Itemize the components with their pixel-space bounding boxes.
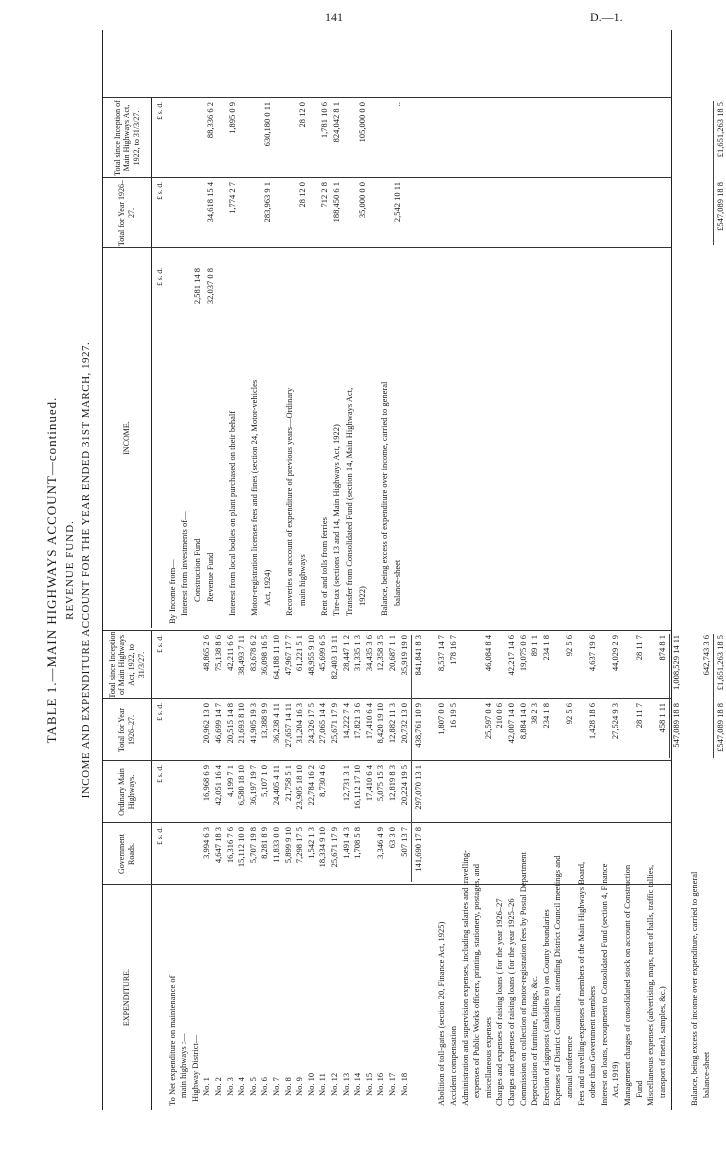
cell-since: 1,781 10 6 — [318, 102, 329, 139]
cell-ord: 17,410 6 4 — [363, 765, 374, 802]
row-label: Depreciation of furniture, fittings, &c. — [529, 975, 540, 1106]
table-row — [576, 630, 587, 1110]
cell-year: 21,693 8 10 — [236, 703, 247, 744]
cell-since: 92 5 6 — [564, 635, 574, 657]
table-row — [379, 98, 390, 628]
cell-year: 28 11 7 — [633, 703, 644, 729]
cell-year: 25,671 17 9 — [329, 703, 339, 744]
table-row — [610, 630, 621, 1110]
cell-year: 27,524 9 3 — [610, 703, 621, 740]
cell-ord: 36,197 19 7 — [247, 765, 258, 806]
cell-year: 31,204 16 3 — [294, 703, 305, 744]
cell-ord: 5,075 15 3 — [375, 765, 386, 802]
cell-ord: 22,784 16 2 — [305, 765, 316, 806]
table-row — [364, 630, 375, 1110]
cell-year: 283,963 9 1 — [261, 182, 272, 223]
cell-gov: 507 13 7 — [398, 827, 409, 857]
table-row — [599, 630, 610, 1110]
row-label: Fund — [633, 1080, 644, 1098]
cell-year: 92 5 6 — [564, 703, 574, 725]
subtotal-rule — [411, 635, 412, 882]
table-row — [167, 630, 178, 1110]
row-label: Highway District— — [189, 1034, 200, 1102]
units-label: £ s. d. — [155, 703, 164, 721]
row-label: Transfer from Consolidated Fund (section 14, Main Highways Act, — [344, 387, 355, 616]
cell-gov: 1,708 5 8 — [352, 827, 363, 859]
cell-since: 46,084 8 4 — [482, 635, 493, 672]
table-row — [375, 630, 386, 1110]
table-row — [715, 630, 726, 1110]
cell-since: 44,029 2 9 — [610, 635, 621, 672]
row-label: Miscellaneous expenses (advertising, maps, rent of halls, traffic tallies, — [645, 864, 656, 1106]
row-label: Act, 1919) — [610, 1061, 621, 1098]
table-row — [167, 98, 178, 628]
document-reference: D.—1. — [590, 10, 623, 24]
table-row — [541, 630, 552, 1110]
grand-rule — [713, 634, 714, 758]
cell-ord: 16,968 6 9 — [201, 765, 212, 802]
table-row — [622, 630, 633, 1110]
rotated-table-page — [40, 30, 726, 1110]
cell-year: 14,222 7 4 — [340, 703, 351, 740]
cell-since: 47,967 17 7 — [282, 635, 293, 676]
table-row — [248, 630, 259, 1110]
cell-since: 630,180 0 11 — [261, 102, 272, 147]
table-row — [671, 630, 682, 1110]
cell-since: 88,336 6 2 — [204, 102, 215, 139]
table-row — [657, 630, 668, 1110]
row-label: Charges and expenses of raising loans ( for the year 1925–26 — [506, 898, 516, 1106]
row-label: balance-sheet — [391, 559, 402, 606]
cell-ord: 16,112 17 10 — [352, 765, 363, 810]
cell-since: 31,335 1 3 — [352, 635, 363, 672]
table-row — [213, 630, 224, 1110]
cell-year: 20,962 13 0 — [201, 703, 212, 744]
table-row — [344, 98, 355, 628]
table-row — [284, 98, 295, 628]
account-table — [102, 30, 726, 1110]
cell-since: 12,358 3 5 — [375, 635, 386, 672]
table-row — [564, 630, 575, 1110]
cell-year: 1,428 18 6 — [587, 703, 598, 740]
row-label: main highways — [296, 554, 307, 606]
cell-since: 20,687 1 1 — [387, 635, 397, 672]
cell-since: 28 11 7 — [633, 635, 644, 661]
account-title: INCOME AND EXPENDITURE ACCOUNT FOR THE YEAR ENDED 31ST MARCH, 1927. — [80, 341, 92, 799]
cell-since: 824,042 8 1 — [331, 102, 342, 143]
table-row — [701, 630, 712, 1110]
cell-year: 35,000 0 0 — [356, 182, 367, 219]
units-label: £ s. d. — [155, 268, 164, 286]
table-row — [387, 630, 398, 1110]
cell-year: 17,410 6 4 — [363, 703, 374, 740]
cell-since: 83,678 6 2 — [247, 635, 258, 672]
row-label: Interest on loans, recoupment to Consolidated Fund (section 4, Finance — [598, 863, 609, 1106]
cell-year: 438,761 10 9 — [413, 703, 424, 748]
row-label: No. 3 — [224, 1077, 235, 1096]
row-label: Recoveries on account of expenditure of previous years—Ordinary — [283, 387, 294, 616]
cell-year: 234 1 8 — [540, 703, 551, 729]
table-row — [331, 98, 342, 628]
income-header: INCOME. — [103, 248, 152, 628]
row-label: No. 5 — [247, 1077, 258, 1096]
cell-gov: 7,298 17 5 — [294, 827, 305, 864]
row-label: No. 4 — [236, 1077, 247, 1096]
cell-year: 13,388 9 9 — [259, 703, 270, 740]
row-label: Accident compensation — [448, 1025, 458, 1106]
row-label: No. 10 — [305, 1072, 316, 1096]
table-title: TABLE 1.—MAIN HIGHWAYS ACCOUNT—continued. — [44, 396, 59, 744]
table-row — [413, 630, 424, 1110]
cell-gov: 3,994 6 3 — [201, 827, 212, 859]
cell-year: 1,774 2 7 — [226, 182, 237, 214]
cell-ord: 4,199 7 1 — [224, 765, 235, 797]
cell-gov: 1,491 4 3 — [340, 827, 351, 859]
table-row — [271, 630, 282, 1110]
cell-gov: 63 3 0 — [387, 827, 397, 849]
income-section — [103, 30, 726, 628]
row-label: expenses of Public Works officers, printing, stationery, postages, and — [471, 863, 482, 1098]
units-label: £ s. d. — [155, 635, 164, 653]
cell-year: 36,238 4 11 — [271, 703, 281, 744]
cell-year: 20,732 13 0 — [398, 703, 409, 744]
table-row — [392, 98, 403, 628]
cell-gov: 5,707 19 8 — [247, 827, 258, 864]
cell-year: 46,699 14 7 — [213, 703, 223, 744]
row-label: No. 9 — [294, 1077, 305, 1096]
cell-year: 27,065 14 4 — [317, 703, 328, 744]
row-label: Erection of signposts (subsidies to) on County boundaries — [540, 909, 551, 1106]
cell-ord: 12,819 8 3 — [387, 765, 397, 802]
cell-since: 8,537 14 7 — [436, 635, 447, 672]
cell-since: 34,435 3 6 — [363, 635, 374, 672]
cell-gov: 8,281 8 9 — [259, 827, 270, 859]
cell-year: 210 0 6 — [494, 703, 505, 729]
row-label: Interest from investments of— — [179, 511, 190, 616]
cell-since: 38,493 7 11 — [236, 635, 247, 676]
table-row — [201, 630, 212, 1110]
cell-year: 38 2 3 — [529, 703, 540, 725]
cell-since: 28,447 1 2 — [340, 635, 351, 672]
cell-since: 42,211 6 6 — [224, 635, 235, 671]
cell-since: 35,919 19 0 — [398, 635, 409, 676]
table-row — [552, 630, 563, 1110]
ordinary-header: Ordinary Main Highways. — [103, 761, 152, 823]
row-label: Expenses of District Councillors, attending District Council meetings and — [552, 855, 563, 1106]
cell-year: 42,007 14 0 — [506, 703, 516, 744]
cell-ord: 42,051 16 4 — [213, 765, 223, 806]
fund-title: REVENUE FUND. — [64, 520, 76, 620]
row-label: Administration and supervision expenses, including salaries and travelling- — [459, 850, 470, 1106]
cell-since: 841,841 8 3 — [413, 635, 424, 676]
cell-since: £1,651,263 18 5 — [715, 102, 726, 158]
table-row — [341, 630, 352, 1110]
table-row — [448, 630, 459, 1110]
row-label: miscellaneous expenses — [482, 1017, 493, 1098]
cell-year: 34,618 15 4 — [204, 182, 215, 223]
cell-since: 105,000 0 0 — [356, 102, 367, 143]
cell-year: 458 1 11 — [656, 703, 667, 733]
cell-ord: 6,580 18 10 — [236, 765, 247, 806]
row-label: Motor-registration licenses fees and fines (section 24, Motor-vehicles — [248, 379, 259, 616]
cell-since: 89 1 1 — [529, 635, 540, 657]
row-label: No. 1 — [201, 1077, 212, 1096]
cell-ord: 8,730 4 6 — [317, 765, 328, 797]
expenditure-header: EXPENDITURE. — [103, 885, 152, 1110]
table-row — [329, 630, 340, 1110]
cell-ord: 24,405 4 11 — [271, 765, 281, 806]
cell-since: 42,217 14 6 — [506, 635, 516, 676]
table-row — [634, 630, 645, 1110]
grand-rule — [713, 101, 714, 245]
row-label: No. 12 — [329, 1072, 339, 1096]
cell-year: £547,089 18 8 — [715, 182, 726, 231]
table-row — [357, 98, 368, 628]
cell-year: 20,515 14 8 — [224, 703, 235, 744]
row-label: main highways :— — [178, 1033, 189, 1098]
cell-since: 48,955 9 10 — [305, 635, 316, 676]
cell-since: 48,865 2 6 — [201, 635, 212, 672]
table-row — [294, 630, 305, 1110]
cell-since: £1,651,263 18 5 — [715, 635, 726, 691]
cell-gov: 15,112 10 0 — [236, 827, 247, 868]
row-label: No. 11 — [317, 1073, 328, 1096]
row-label: Abolition of toll-gates (section 20, Finance Act, 1925) — [436, 921, 447, 1106]
cell-since: 64,188 11 10 — [271, 635, 281, 680]
cell-year: 25,597 0 4 — [482, 703, 493, 740]
table-row — [319, 98, 330, 628]
table-row — [297, 98, 308, 628]
cell-gov: 1,542 1 3 — [305, 827, 316, 859]
cell-ord: 297,070 13 1 — [413, 765, 424, 810]
row-label: Commission on collection of motor-registration fees by Postal Department — [517, 852, 528, 1106]
cell-year: 27,657 14 11 — [282, 703, 293, 748]
row-label: Fees and travelling-expenses of members of the Main Highways Board, — [575, 861, 586, 1106]
row-label: Revenue Fund — [204, 552, 215, 602]
table-row — [190, 630, 201, 1110]
table-row — [506, 630, 517, 1110]
cell-since: 82,403 13 11 — [329, 635, 339, 680]
cell-since: 36,098 16 5 — [259, 635, 270, 676]
row-label: No. 16 — [375, 1072, 386, 1096]
units-label: £ s. d. — [155, 182, 164, 200]
table-row — [178, 630, 189, 1110]
cell-gov: 141,690 17 8 — [413, 827, 424, 872]
row-label: No. 6 — [259, 1077, 270, 1096]
row-label: Rent of and tolls from ferries — [318, 517, 329, 616]
table-row — [352, 630, 363, 1110]
inc-since-header: Total since Inception of Main Highways Act, 1922, to 31/3/27. — [103, 98, 152, 178]
row-label: transport of metal, samples, &c.) — [656, 986, 667, 1098]
table-row — [259, 630, 270, 1110]
cell-gov: 4,647 18 3 — [213, 827, 223, 864]
row-label: To Net expenditure on maintenance of — [166, 975, 177, 1106]
cell-gov: 25,671 17 9 — [329, 827, 339, 868]
row-label: Management charges of consolidated stock on account of Construction — [622, 864, 632, 1106]
cell-year: 16 19 5 — [448, 703, 458, 729]
units-label: £ s. d. — [155, 765, 164, 783]
table-row — [306, 630, 317, 1110]
exp-year-header: Total for Year 1926–27. — [103, 699, 152, 761]
cell-year: 1,807 0 0 — [436, 703, 447, 735]
table-row — [483, 630, 494, 1110]
row-label: No. 13 — [340, 1072, 351, 1096]
table-row — [460, 630, 471, 1110]
row-label: Tire-tax (sections 13 and 14, Main Highways Act, 1922) — [331, 424, 342, 616]
cell-gov: 18,334 9 10 — [317, 827, 328, 868]
row-label: No. 8 — [282, 1077, 293, 1096]
cell-since: 1,008,529 14 11 — [671, 635, 682, 690]
row-label: Act, 1924) — [261, 569, 272, 606]
table-row — [436, 630, 447, 1110]
table-row — [587, 630, 598, 1110]
cell-ord: 20,224 19 5 — [398, 765, 409, 806]
row-label: No. 18 — [398, 1072, 409, 1096]
cell-since: 178 16 7 — [448, 635, 458, 665]
cell-since: .. — [391, 102, 402, 107]
table-row — [399, 630, 410, 1110]
cell-gov: 5,899 9 10 — [282, 827, 293, 864]
cell-since: 642,743 3 6 — [700, 635, 711, 676]
units-label: £ s. d. — [155, 102, 164, 120]
cell-since: 61,221 5 1 — [294, 635, 305, 672]
cell-since: 19,075 0 6 — [517, 635, 528, 672]
cell-since: 28 12 0 — [296, 102, 307, 128]
table-row — [645, 630, 656, 1110]
table-row — [317, 630, 328, 1110]
cell-year: 8,884 14 0 — [517, 703, 528, 740]
table-row — [225, 630, 236, 1110]
table-row — [262, 98, 273, 628]
cell-gov: 16,316 7 6 — [224, 827, 235, 864]
row-label: No. 15 — [363, 1072, 374, 1096]
cell-year: 8,420 19 10 — [375, 703, 386, 744]
table-row — [205, 98, 216, 628]
cell-year: £547,089 18 8 — [715, 703, 726, 752]
cell-year: 2,542 10 11 — [391, 182, 402, 223]
table-row — [179, 98, 190, 628]
table-row — [529, 630, 540, 1110]
cell-gov: 3,346 4 9 — [375, 827, 386, 859]
cell-ord: 12,731 3 1 — [340, 765, 351, 802]
inc-year-header: Total for Year 1926–27. — [103, 178, 152, 248]
row-label: No. 7 — [271, 1077, 281, 1096]
cell-year: 188,450 6 1 — [331, 182, 342, 223]
table-row — [192, 98, 203, 628]
table-row — [283, 630, 294, 1110]
exp-since-header: Total since Inception of Main Highways Act, 1922, to 31/3/27. — [103, 631, 152, 699]
cell-since: 874 8 1 — [656, 635, 667, 661]
cell-ord: 5,107 1 0 — [259, 765, 270, 797]
cell-year: 547,089 18 8 — [671, 703, 682, 748]
cell-sub: 2,581 14 8 — [192, 268, 203, 305]
total-rule — [669, 634, 670, 758]
cell-year: 17,821 3 6 — [352, 703, 363, 740]
cell-ord: 23,905 18 10 — [294, 765, 305, 810]
row-label: Balance, being excess of income over expenditure, carried to general — [689, 871, 699, 1106]
row-label: No. 14 — [352, 1072, 363, 1096]
page-number: 141 — [325, 10, 343, 24]
table-row — [227, 98, 238, 628]
cell-year: 12,882 11 3 — [387, 703, 397, 744]
row-label: No. 17 — [387, 1072, 397, 1096]
row-label: By Income from— — [166, 559, 177, 624]
cell-since: 4,637 19 6 — [587, 635, 598, 672]
row-label: Interest from local bodies on plant purchased on their behalf — [226, 410, 237, 616]
cell-year: 24,326 17 5 — [305, 703, 316, 744]
cell-year: 28 12 0 — [296, 182, 307, 208]
row-label: No. 2 — [213, 1077, 223, 1096]
row-label: other than Government members — [587, 985, 598, 1098]
table-row — [249, 98, 260, 628]
cell-ord: 21,758 5 1 — [282, 765, 293, 802]
cell-year: 712 2 8 — [318, 182, 329, 208]
cell-sub: 32,037 0 8 — [204, 268, 215, 305]
units-label: £ s. d. — [155, 827, 164, 845]
table-row — [494, 630, 505, 1110]
row-label: annual conference — [564, 1035, 574, 1098]
cell-year: 41,905 19 3 — [247, 703, 258, 744]
row-label: Balance, being excess of expenditure over income, carried to general — [378, 381, 389, 616]
cell-since: 75,138 8 6 — [213, 635, 223, 672]
row-label: 1922) — [356, 586, 367, 606]
row-label: Charges and expenses of raising loans ( for the year 1926–27 — [494, 898, 505, 1106]
gov-roads-header: Government Roads. — [103, 823, 152, 885]
row-label: balance-sheet — [700, 1051, 711, 1098]
cell-since: 234 1 8 — [540, 635, 551, 661]
table-row — [715, 98, 726, 628]
table-row — [236, 630, 247, 1110]
table-row — [689, 630, 700, 1110]
cell-since: 45,699 6 5 — [317, 635, 328, 672]
row-label: Construction Fund — [192, 538, 203, 602]
cell-since: 1,895 0 9 — [226, 102, 237, 134]
table-row — [518, 630, 529, 1110]
table-row — [471, 630, 482, 1110]
cell-gov: 11,833 0 0 — [271, 827, 281, 863]
